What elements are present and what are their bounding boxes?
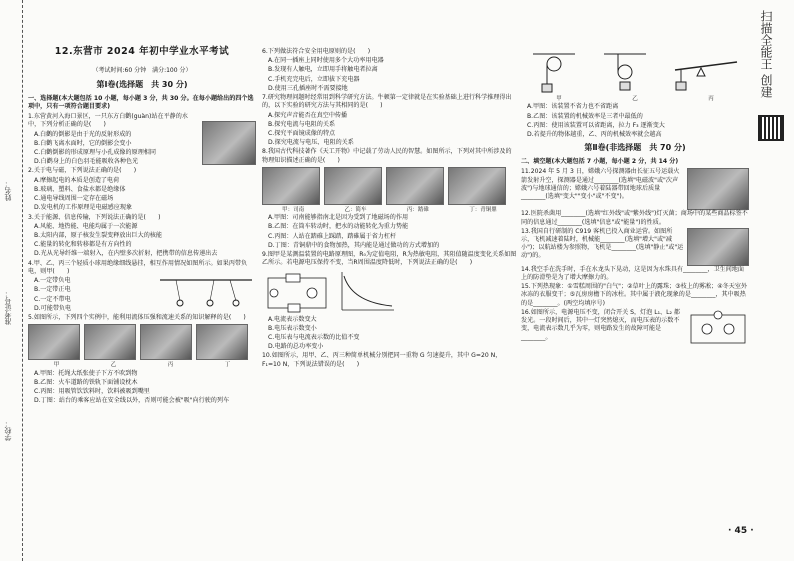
question-8-figures [262,167,517,205]
question-8 [262,148,517,250]
caption-ding: 丁 [224,362,231,369]
question-5 [28,314,256,406]
option: A.在同一插座上同时使用多个大功率用电器 [268,57,384,65]
figure-waterwheel [324,167,382,205]
question-text: 7.研究物理问题时经常用到科学研究方法。牛顿第一定律就是在实验基础上进行科学推理得出的，以下实验的研究方法与其相同的是( ) [262,94,512,110]
question-text: 10.如图所示，用甲、乙、丙三种简单机械分别把同一重物 G 匀速提升，其中 G=20 N，F₁=10 N，下列说法错误的是( ) [262,352,502,368]
section2-heading: 二、填空题(本大题包括 7 小题，每小题 2 分，共 14 分) [521,158,679,166]
question-text: 11.2024 年 5 月 3 日，嫦娥六号探测器由长征五号运载火箭发射升空，探测器是通过________(选填"电磁波"或"次声波")与地球通信的；嫦娥六号着陆器带回地球后质量________(选填"变大""变小"或"不变")。 [521,168,680,200]
option: A.电流表示数变大 [268,315,317,323]
option: C.电压表与电流表示数的比值不变 [268,334,360,342]
option: D.白鹳身上的白色羽毛能吸收各种色光 [34,158,139,166]
pulley-figures [521,50,749,94]
option: C.丙图：用吸管饮饮料时，饮料被吸到嘴里 [34,388,150,396]
section1-heading: 一、选择题(本大题包括 10 小题，每小题 3 分，共 30 分。在每小题给出的四个选项中，只有一项符合题目要求) [28,94,254,110]
movable-pulley-figure [600,50,650,94]
circuit-diagram [262,270,332,314]
option: B.乙图：该装置的机械效率是三者中最低的 [527,112,643,120]
caption-yi: 乙 [110,362,117,369]
option: B.乙图：火车道路的铁轨下面铺设枕木 [34,378,138,386]
lever-figure [671,50,741,94]
column-1 [28,6,256,406]
binding-strip [0,0,23,561]
figure-jia [28,324,80,360]
option: A.甲图：该装置不省力也不省距离 [527,103,619,111]
question-13 [521,228,749,266]
column-3 [521,48,749,349]
option: D.可能带负电 [34,304,72,312]
exam-info: （考试时间:60 分钟 满分:100 分） [92,66,192,74]
question-3 [28,214,256,259]
question-text: 16.如图所示，电源电压不变，闭合开关 S，灯泡 L₁、L₂ 都发光。一段时间后，其中一灯突然熄灭，而电压表的示数不变，电流表示数几乎为零，则电路发生的故障可能是________。 [521,308,681,341]
question-1 [28,113,256,167]
page-number: · 45 · [728,526,754,536]
option: A.白鹳的倒影是由于光的反射形成的 [34,130,132,138]
caption-jia: 甲 [53,362,60,369]
caption: 丁：青铜鼎 [469,206,497,213]
question-9-figures [262,270,517,314]
option: B.一定带正电 [34,286,71,294]
option: C.丙图：人站在踏碓上踩踏，踏碓属于省力杠杆 [268,232,397,240]
option: A.摩擦起电的本质是创造了电荷 [34,176,120,184]
option: D.丁图：青铜鼎中的食物加热，其内能是通过做功的方式增加的 [268,241,440,249]
scanner-watermark: 扫描全能王 创建 [759,10,773,98]
option: D.丁图：站台的乘客应站在安全线以外，否则可能会被"吸"向行驶的列车 [34,397,230,405]
question-9 [262,251,517,351]
lunar-probe-photo [687,168,749,210]
option: D.光从光导纤维一端射入，在内壁多次折射，把携带的信息传递出去 [34,250,218,258]
resistance-temperature-graph [336,270,396,314]
question-6 [262,48,517,93]
caption: 丙：踏碓 [406,206,429,213]
option: B.白鹳飞离水面时，它的倒影会变小 [34,139,132,147]
question-12: 12.医院杀菌用________(选填"红外线"或"紫外线")灯灭菌；商场中的某些商品标签不同的信息通过________(选填"信息"或"能量")的性质。 [521,210,748,226]
part2-heading: 第Ⅱ卷(非选择题 共 70 分) [584,143,686,153]
exam-number-label: 准考证号： [4,290,12,325]
option: B.乙图：在筒车转动时，把水的动能转化为重力势能 [268,223,409,231]
column-2 [262,48,517,370]
question-7 [262,94,517,147]
question-4 [28,260,256,314]
question-11 [521,168,749,210]
option: B.探究电流与电阻的关系 [268,120,336,128]
qr-code [758,115,784,141]
question-2 [28,167,256,212]
option: A.甲图：司南能够指南北是因为受到了地磁场的作用 [268,214,409,222]
option: A.甲图：托绳大纸张使子下方不吹到物 [34,369,138,377]
figure-captions [28,362,256,369]
caption-yi: 乙 [632,96,638,102]
question-14: 14.我空手在洗手时，手在水龙头下晃动，这是因为水珠具有________，卫生间地面上的防滑垫是为了增大摩擦力的。 [521,265,744,281]
option: D.使用三孔插座时不需要接地 [268,84,348,92]
figure-bing [140,324,192,360]
option: C.通电导线周围一定存在磁场 [34,195,114,203]
question-text: 6.下列做法符合安全用电原则的是( ) [262,48,371,55]
option: C.能量的转化和转移都是有方向性的 [34,241,132,249]
caption-jia: 甲 [556,96,562,102]
part1-heading: 第Ⅰ卷(选择题 共 30 分) [96,79,188,89]
option: D.探究电流与电压、电阻的关系 [268,139,354,147]
question-16 [521,309,749,349]
lamp-circuit-diagram [687,309,749,349]
figure-bronze-ding [448,167,506,205]
option: C.丙图：使用该装置可以省距离，拉力 F₃ 逐渐变大 [527,121,665,129]
option: D.发电机的工作原理是电磁感应现象 [34,204,133,212]
question-text: 8.我国古代科技著作《天工开物》中记载了劳动人民的智慧。如图所示，下列对其中所涉及的物理知识描述正确的是( ) [262,148,512,164]
option: A.风能、地热能、电能均属于一次能源 [34,222,138,230]
option: C.白鹳倒影的形成原理与小孔成像的原理相同 [34,149,156,157]
question-text: 9.图甲是某测温装置的电路原理图，R₀为定值电阻，R为热敏电阻，其阻值随温度变化关系如图乙所示。若电源电压保持不变，当R周围温度降低时，下列说法正确的是( ) [262,251,517,267]
figure-yi [84,324,136,360]
question-text: 4.甲、乙、丙三个轻质小球用绝缘细线悬挂，相互作用情况如图所示。如果丙带负电，则甲( ) [28,259,248,275]
option: B.玻璃、塑料、食盐水都是绝缘体 [34,185,126,193]
caption: 乙：简车 [344,206,367,213]
question-15: 15.下列热现象：①雪糕周围的"白气"；②草叶上的露珠；③枝上的雾凇；④冬天室外冰冻的衣服变干；⑤瓦房房檐下的冰柱。其中属于液化现象的是________，其中吸热的是________。(两空均填序号) [521,283,748,307]
school-label: 学校： [4,420,12,441]
question-10 [262,352,517,368]
question-text: 3.关于能源、信息传输，下列说法正确的是( ) [28,213,161,221]
question-text: 1.东营黄河入海口景区，一只东方白鹳(guàn)站在平静的水中，下列分析正确的是( ) [28,113,188,129]
option: C.一定不带电 [34,295,71,303]
figure-compass [262,167,320,205]
option: B.发现有人触电，立即用手将触电者拉离 [268,66,378,74]
charged-balls-figure [156,277,256,311]
caption-bing: 丙 [708,96,714,102]
caption-bing: 丙 [167,362,174,369]
question-text: 2.关于电与磁，下列说法正确的是( ) [28,167,137,175]
caption: 甲：司南 [282,206,305,213]
fixed-pulley-figure [529,50,579,94]
option: C.探究平面镜成像的特点 [268,129,336,137]
stork-photo [202,121,256,165]
question-text: 13.我国自行研制的 C919 客机已投入商业运营。如图所示，飞机减速着陆时，机械能________(选填"增大"或"减小")；以航站楼为参照物，飞机是________(选填"静止"或"运动")的。 [521,227,684,260]
option: A.一定带负电 [34,277,71,285]
c919-aircraft-photo [687,228,749,266]
name-field-label: 姓名： [4,180,12,201]
exam-title: 12.东营市 2024 年初中学业水平考试 [54,46,230,57]
option: D.若提升的物体越重，乙、丙的机械效率就会越高 [527,131,662,139]
question-5-figures [28,324,256,360]
option: A.探究声音能否在真空中传播 [268,111,348,119]
option: D.电路的总功率变小 [268,343,324,351]
option: B.电压表示数变小 [268,324,317,332]
question-text: 5.如图所示，下列四个实例中，能利用流体压强和流速关系的知识解释的是( ) [28,313,246,321]
option: B.太阳内部，原子核发生裂变释放出巨大的核能 [34,231,162,239]
figure-mortar [386,167,444,205]
figure-ding [196,324,248,360]
option: C.手机充完电后，立即拔下充电器 [268,75,360,83]
